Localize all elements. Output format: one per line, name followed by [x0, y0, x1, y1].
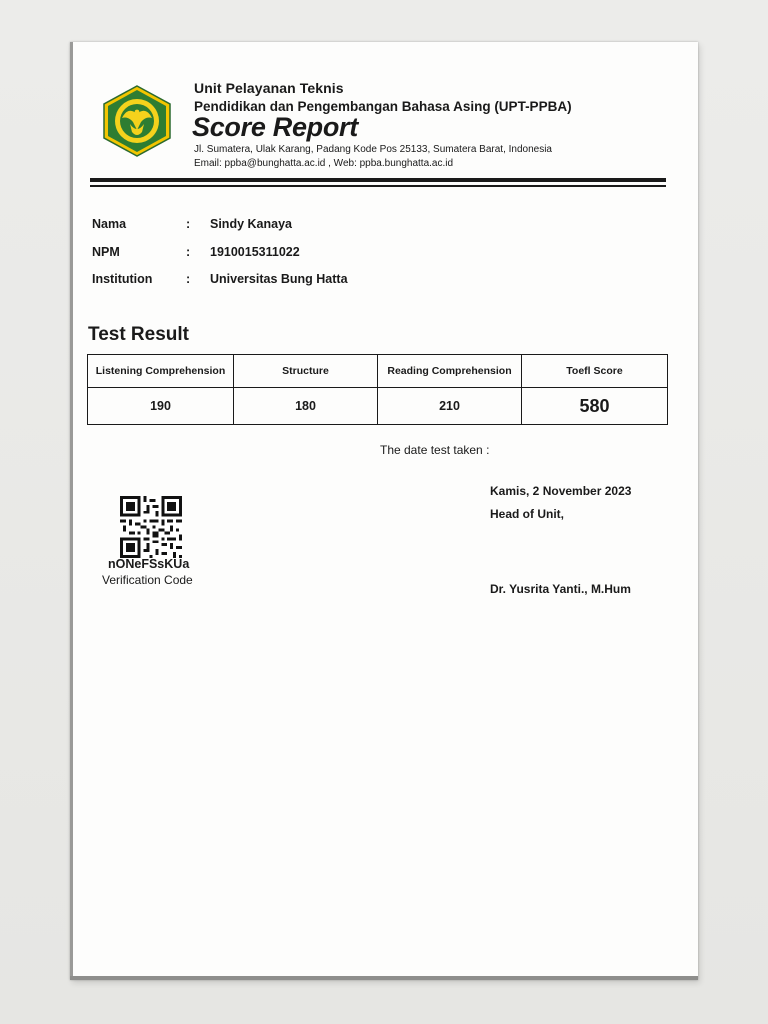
signature-role: Head of Unit, [490, 507, 564, 521]
npm-colon: : [186, 245, 191, 259]
date-taken-label: The date test taken : [380, 443, 490, 457]
npm-value: 1910015311022 [210, 245, 300, 259]
institution-value: Universitas Bung Hatta [210, 272, 348, 286]
col-listening: Listening Comprehension [88, 355, 234, 388]
score-table [87, 354, 668, 425]
unit-name: Unit Pelayanan Teknis [194, 80, 344, 96]
score-structure: 180 [234, 388, 378, 425]
score-listening: 190 [88, 388, 234, 425]
signatory-name: Dr. Yusrita Yanti., M.Hum [490, 582, 631, 596]
verification-code: nONeFSsKUa [108, 557, 190, 571]
name-colon: : [186, 217, 191, 231]
header-divider-thick [90, 178, 666, 182]
institution-label: Institution [92, 272, 153, 286]
signature-date: Kamis, 2 November 2023 [490, 484, 632, 498]
col-reading: Reading Comprehension [378, 355, 522, 388]
contact-line: Email: ppba@bunghatta.ac.id , Web: ppba.bunghatta.ac.id [194, 158, 454, 169]
institution-colon: : [186, 272, 191, 286]
university-seal-icon [100, 84, 174, 158]
name-label: Nama [92, 217, 127, 231]
qr-code-icon [120, 496, 182, 558]
score-table-header [88, 355, 668, 388]
score-table-row [88, 388, 668, 425]
address-line: Jl. Sumatera, Ulak Karang, Padang Kode Pos 25133, Sumatera Barat, Indonesia [194, 144, 552, 155]
document-title: Score Report [192, 112, 358, 142]
col-toefl: Toefl Score [522, 355, 668, 388]
score-toefl: 580 [522, 388, 668, 425]
score-report-document [70, 42, 698, 980]
col-structure: Structure [234, 355, 378, 388]
score-reading: 210 [378, 388, 522, 425]
verification-label: Verification Code [102, 573, 193, 587]
header-divider-thin [90, 185, 666, 187]
test-result-title: Test Result [88, 324, 190, 345]
name-value: Sindy Kanaya [210, 217, 292, 231]
npm-label: NPM [92, 245, 120, 259]
department-name: Pendidikan dan Pengembangan Bahasa Asing (UPT-PPBA) [194, 99, 572, 114]
